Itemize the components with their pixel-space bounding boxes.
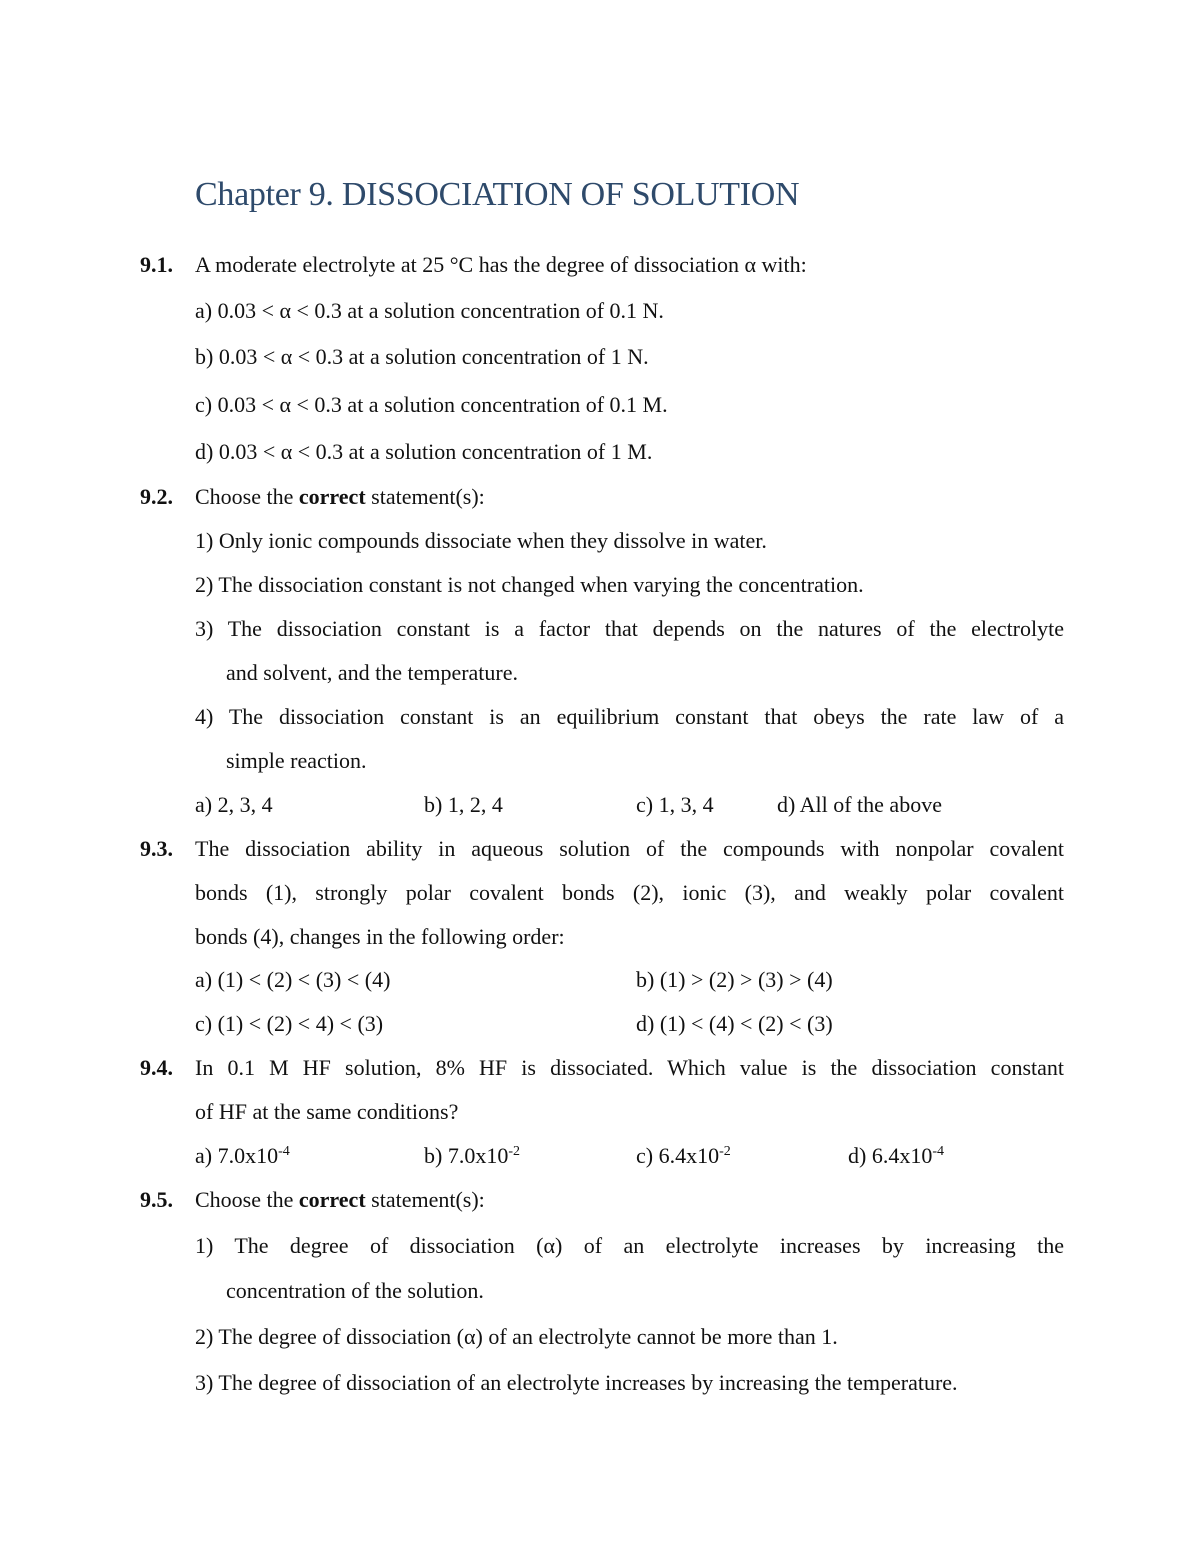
statement-4-cont: simple reaction. [226,748,367,773]
statement-2: 2) The dissociation constant is not changed when varying the concentration. [195,572,864,597]
question-stem-cont: bonds (4), changes in the following order: [195,924,565,949]
question-stem: Choose the correct statement(s): [195,484,485,509]
emphasis-correct: correct [298,1187,366,1212]
statement-3: 3) The degree of dissociation of an electrolyte increases by increasing the temperature. [195,1370,958,1395]
statement-3-cont: and solvent, and the temperature. [226,660,519,685]
answer-c: c) (1) < (2) < 4) < (3) [195,1011,384,1036]
answer-c: c) $6.4x10^{-2}$ [636,1143,731,1168]
question-stem: The dissociation ability in aqueous solution of the compounds with nonpolar covalent [195,836,1064,861]
answer-c: c) 1, 3, 4 [636,792,714,817]
answer-b: b) (1) > (2) > (3) > (4) [636,967,833,992]
statement-1: 1) Only ionic compounds dissociate when they dissolve in water. [195,528,767,553]
statement-3: 3) The dissociation constant is a factor that depends on the natures of the electrolyte [195,616,1064,641]
question-stem: In 0.1 M HF solution, 8% HF is dissociated. Which value is the dissociation constant [195,1055,1064,1080]
answer-d: d) $6.4x10^{-4}$ [848,1143,944,1168]
option-d: d) 0.03 < α < 0.3 at a solution concentration of 1 M. [195,439,653,464]
statement-4: 4) The dissociation constant is an equilibrium constant that obeys the rate law of a [195,704,1064,729]
question-number: 9.5. [140,1187,173,1212]
option-a: a) 0.03 < α < 0.3 at a solution concentration of 0.1 N. [195,298,664,323]
answer-a: a) (1) < (2) < (3) < (4) [195,967,391,992]
chapter-title: Chapter 9. DISSOCIATION OF SOLUTION [195,176,800,213]
answer-a: a) $7.0x10^{-4}$ [195,1143,290,1168]
question-stem: Choose the correct statement(s): [195,1187,485,1212]
emphasis-correct: correct [298,484,366,509]
question-number: 9.3. [140,836,173,861]
answer-b: b) 1, 2, 4 [424,792,503,817]
statement-2: 2) The degree of dissociation (α) of an electrolyte cannot be more than 1. [195,1324,838,1349]
answer-a: a) 2, 3, 4 [195,792,273,817]
question-stem-cont: of HF at the same conditions? [195,1099,459,1124]
answer-d: d) (1) < (4) < (2) < (3) [636,1011,833,1036]
question-stem-cont: bonds (1), strongly polar covalent bonds (2), ionic (3), and weakly polar covalent [195,880,1064,905]
statement-1: 1) The degree of dissociation (α) of an electrolyte increases by increasing the [195,1233,1064,1258]
statement-1-cont: concentration of the solution. [226,1278,484,1303]
answer-b: b) $7.0x10^{-2}$ [424,1143,520,1168]
option-b: b) 0.03 < α < 0.3 at a solution concentration of 1 N. [195,344,649,369]
answer-d: d) All of the above [777,792,942,817]
option-c: c) 0.03 < α < 0.3 at a solution concentration of 0.1 M. [195,392,668,417]
question-stem: A moderate electrolyte at 25 °C has the degree of dissociation α with: [195,252,807,277]
question-number: 9.1. [140,252,173,277]
question-number: 9.2. [140,484,173,509]
question-number: 9.4. [140,1055,173,1080]
